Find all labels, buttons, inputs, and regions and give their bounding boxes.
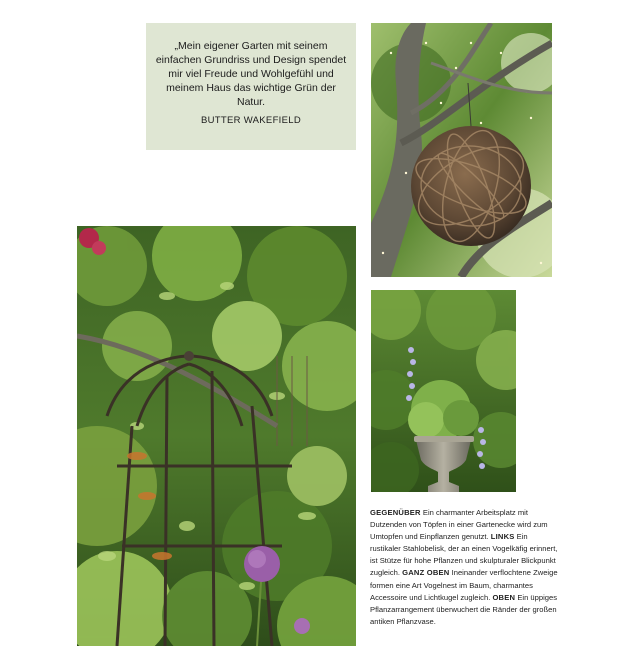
caption-text: Ein charmanter Arbeitsplatz mit Dutzenden von Töpfen in einer Gartenecke wird zum Umtopfen und Einpflanzen genutzt. <box>370 508 548 542</box>
caption-text: Ein üppiges Pflanzarrangement überwuchert die Ränder der großen antiken Pflanzvase. <box>370 592 557 626</box>
photo-steel-obelisk <box>77 226 356 646</box>
caption-keyword: OBEN <box>492 592 516 602</box>
photo-antique-urn-planter <box>371 290 516 492</box>
photo-captions <box>370 507 560 628</box>
caption-keyword: LINKS <box>490 532 515 542</box>
quote-author: BUTTER WAKEFIELD <box>201 115 301 126</box>
caption-keyword: GEGENÜBER <box>370 508 421 517</box>
caption-text: Ineinander verflochtene Zweige formen eine Art Vogelnest im Baum, charmantes Accessoire und Lichtkugel zugleich. <box>370 568 558 602</box>
pull-quote <box>146 23 356 150</box>
caption-keyword: GANZ OBEN <box>402 568 450 578</box>
caption-text: Ein rustikaler Stahlobelisk, der an einen Vogelkäfig erinnert, ist Stütze für hohe Pflanzen und skulpturaler Blickpunkt zugleich. <box>370 532 558 578</box>
photo-woven-nest-ball <box>371 23 552 277</box>
quote-text: „Mein eigener Garten mit seinem einfachen Grundriss und Design spendet mir viel Freude und Wohlgefühl und meinem Haus das wichtige Grün der Natur. <box>155 40 347 108</box>
